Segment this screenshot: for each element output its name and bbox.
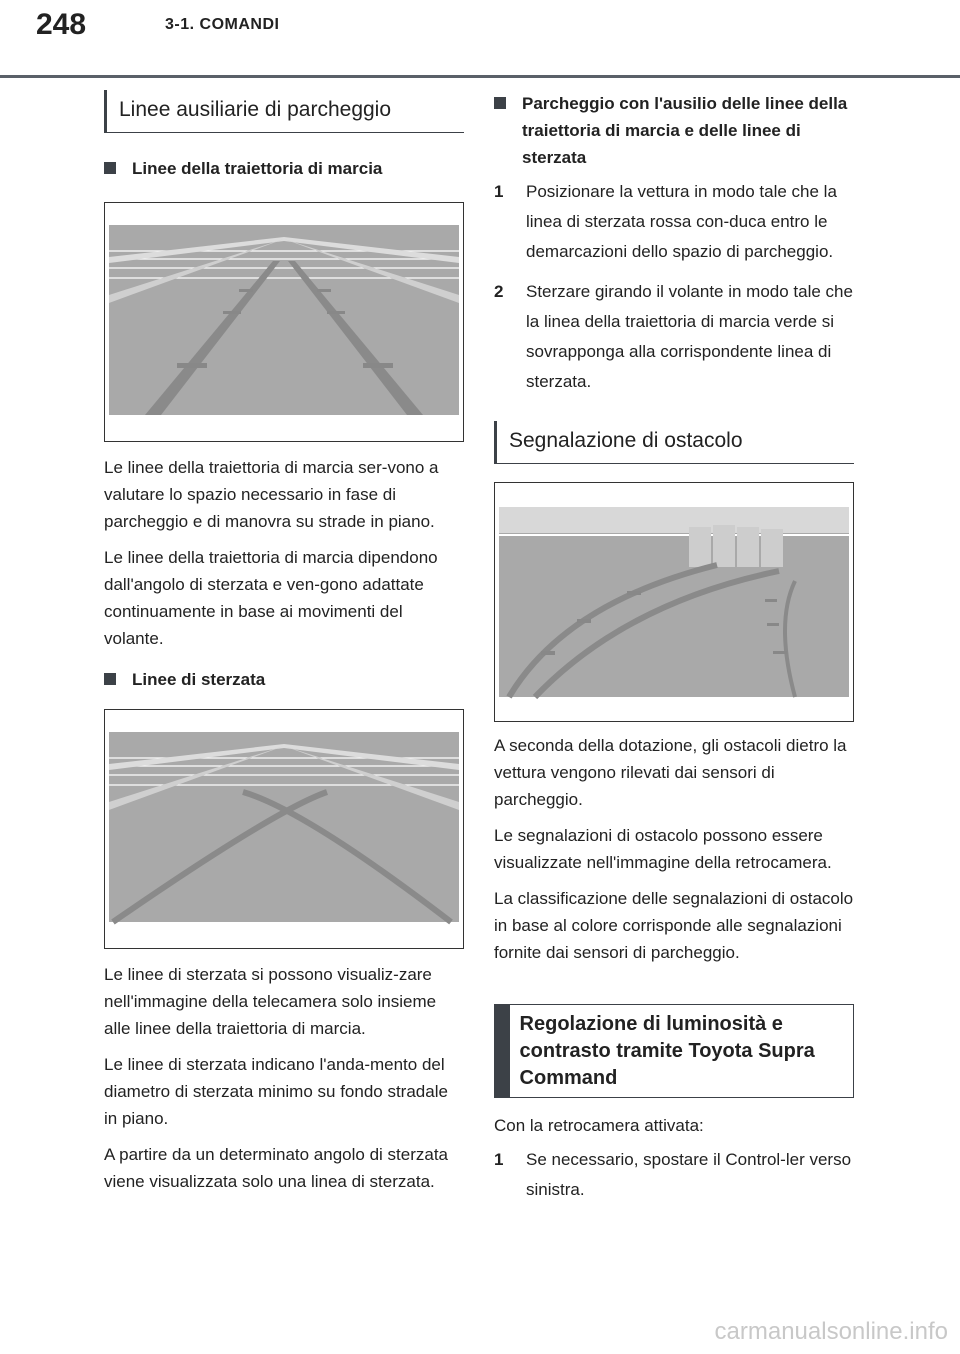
- section-heading: Segnalazione di ostacolo: [494, 421, 854, 464]
- steering-lines-figure: [104, 709, 464, 949]
- header-rule: [0, 75, 960, 78]
- paragraph: Le linee della traiettoria di marcia dipendono dall'angolo di sterzata e ven-gono adattate continuamente in base ai movimenti del volante.: [104, 548, 438, 648]
- step-number: 1: [494, 1150, 504, 1169]
- paragraph: Le linee di sterzata indicano l'anda-mento del diametro di sterzata minimo su fondo stradale in piano.: [104, 1055, 448, 1128]
- paragraph: A seconda della dotazione, gli ostacoli dietro la vettura vengono rilevati dai sensori di parcheggio.: [494, 736, 847, 809]
- subheading-text: Linee della traiettoria di marcia: [132, 159, 383, 178]
- square-bullet-icon: [494, 97, 506, 109]
- section-heading: Linee ausiliarie di parcheggio: [104, 90, 464, 133]
- step-item: [494, 1145, 854, 1205]
- left-column: [104, 90, 464, 1195]
- subheading-text: Linee di sterzata: [132, 670, 266, 689]
- obstacle-warning-figure: [494, 482, 854, 722]
- heading-text: Regolazione di luminosità e contrasto tramite Toyota Supra Command: [519, 1013, 815, 1089]
- subheading-steering: [104, 666, 464, 693]
- step-text: Sterzare girando il volante in modo tale che la linea della traiettoria di marcia verde si sovrapponga alla corrispondente linea di sterzata.: [526, 282, 853, 391]
- step-text: Posizionare la vettura in modo tale che la linea di sterzata rossa con-duca entro le demarcazioni dello spazio di parcheggio.: [526, 182, 837, 261]
- square-bullet-icon: [104, 162, 116, 174]
- paragraph: Le linee di sterzata si possono visualiz-zare nell'immagine della telecamera solo insieme alle linee della traiettoria di marcia.: [104, 965, 437, 1038]
- paragraph: A partire da un determinato angolo di sterzata viene visualizzata solo una linea di sterzata.: [104, 1145, 448, 1191]
- step-text: Se necessario, spostare il Control-ler verso sinistra.: [526, 1150, 852, 1199]
- paragraph: Con la retrocamera attivata:: [494, 1116, 704, 1135]
- step-item: [494, 277, 854, 397]
- right-column: [494, 90, 854, 1205]
- page-number: 248: [36, 8, 87, 41]
- section-heading-boxed: [494, 1004, 854, 1098]
- subheading-text: Parcheggio con l'ausilio delle linee della traiettoria di marcia e delle linee di sterzata: [522, 94, 848, 167]
- subheading-parking: [494, 90, 854, 171]
- square-bullet-icon: [104, 673, 116, 685]
- steps-list-a: [494, 177, 854, 397]
- subheading-trajectory: [104, 155, 464, 182]
- trajectory-lines-figure: [104, 202, 464, 442]
- step-number: 2: [494, 282, 504, 301]
- section-label: 3-1. COMANDI: [165, 16, 280, 33]
- watermark: carmanualsonline.info: [714, 1318, 948, 1345]
- step-item: [494, 177, 854, 267]
- paragraph: Le segnalazioni di ostacolo possono essere visualizzate nell'immagine della retrocamera.: [494, 826, 832, 872]
- paragraph: Le linee della traiettoria di marcia ser-vono a valutare lo spazio necessario in fase di parcheggio e di manovra su strade in piano.: [104, 458, 439, 531]
- heading-bar: [495, 1005, 510, 1097]
- paragraph: La classificazione delle segnalazioni di ostacolo in base al colore corrisponde alle segnalazioni fornite dai sensori di parcheggio.: [494, 889, 854, 962]
- step-number: 1: [494, 182, 504, 201]
